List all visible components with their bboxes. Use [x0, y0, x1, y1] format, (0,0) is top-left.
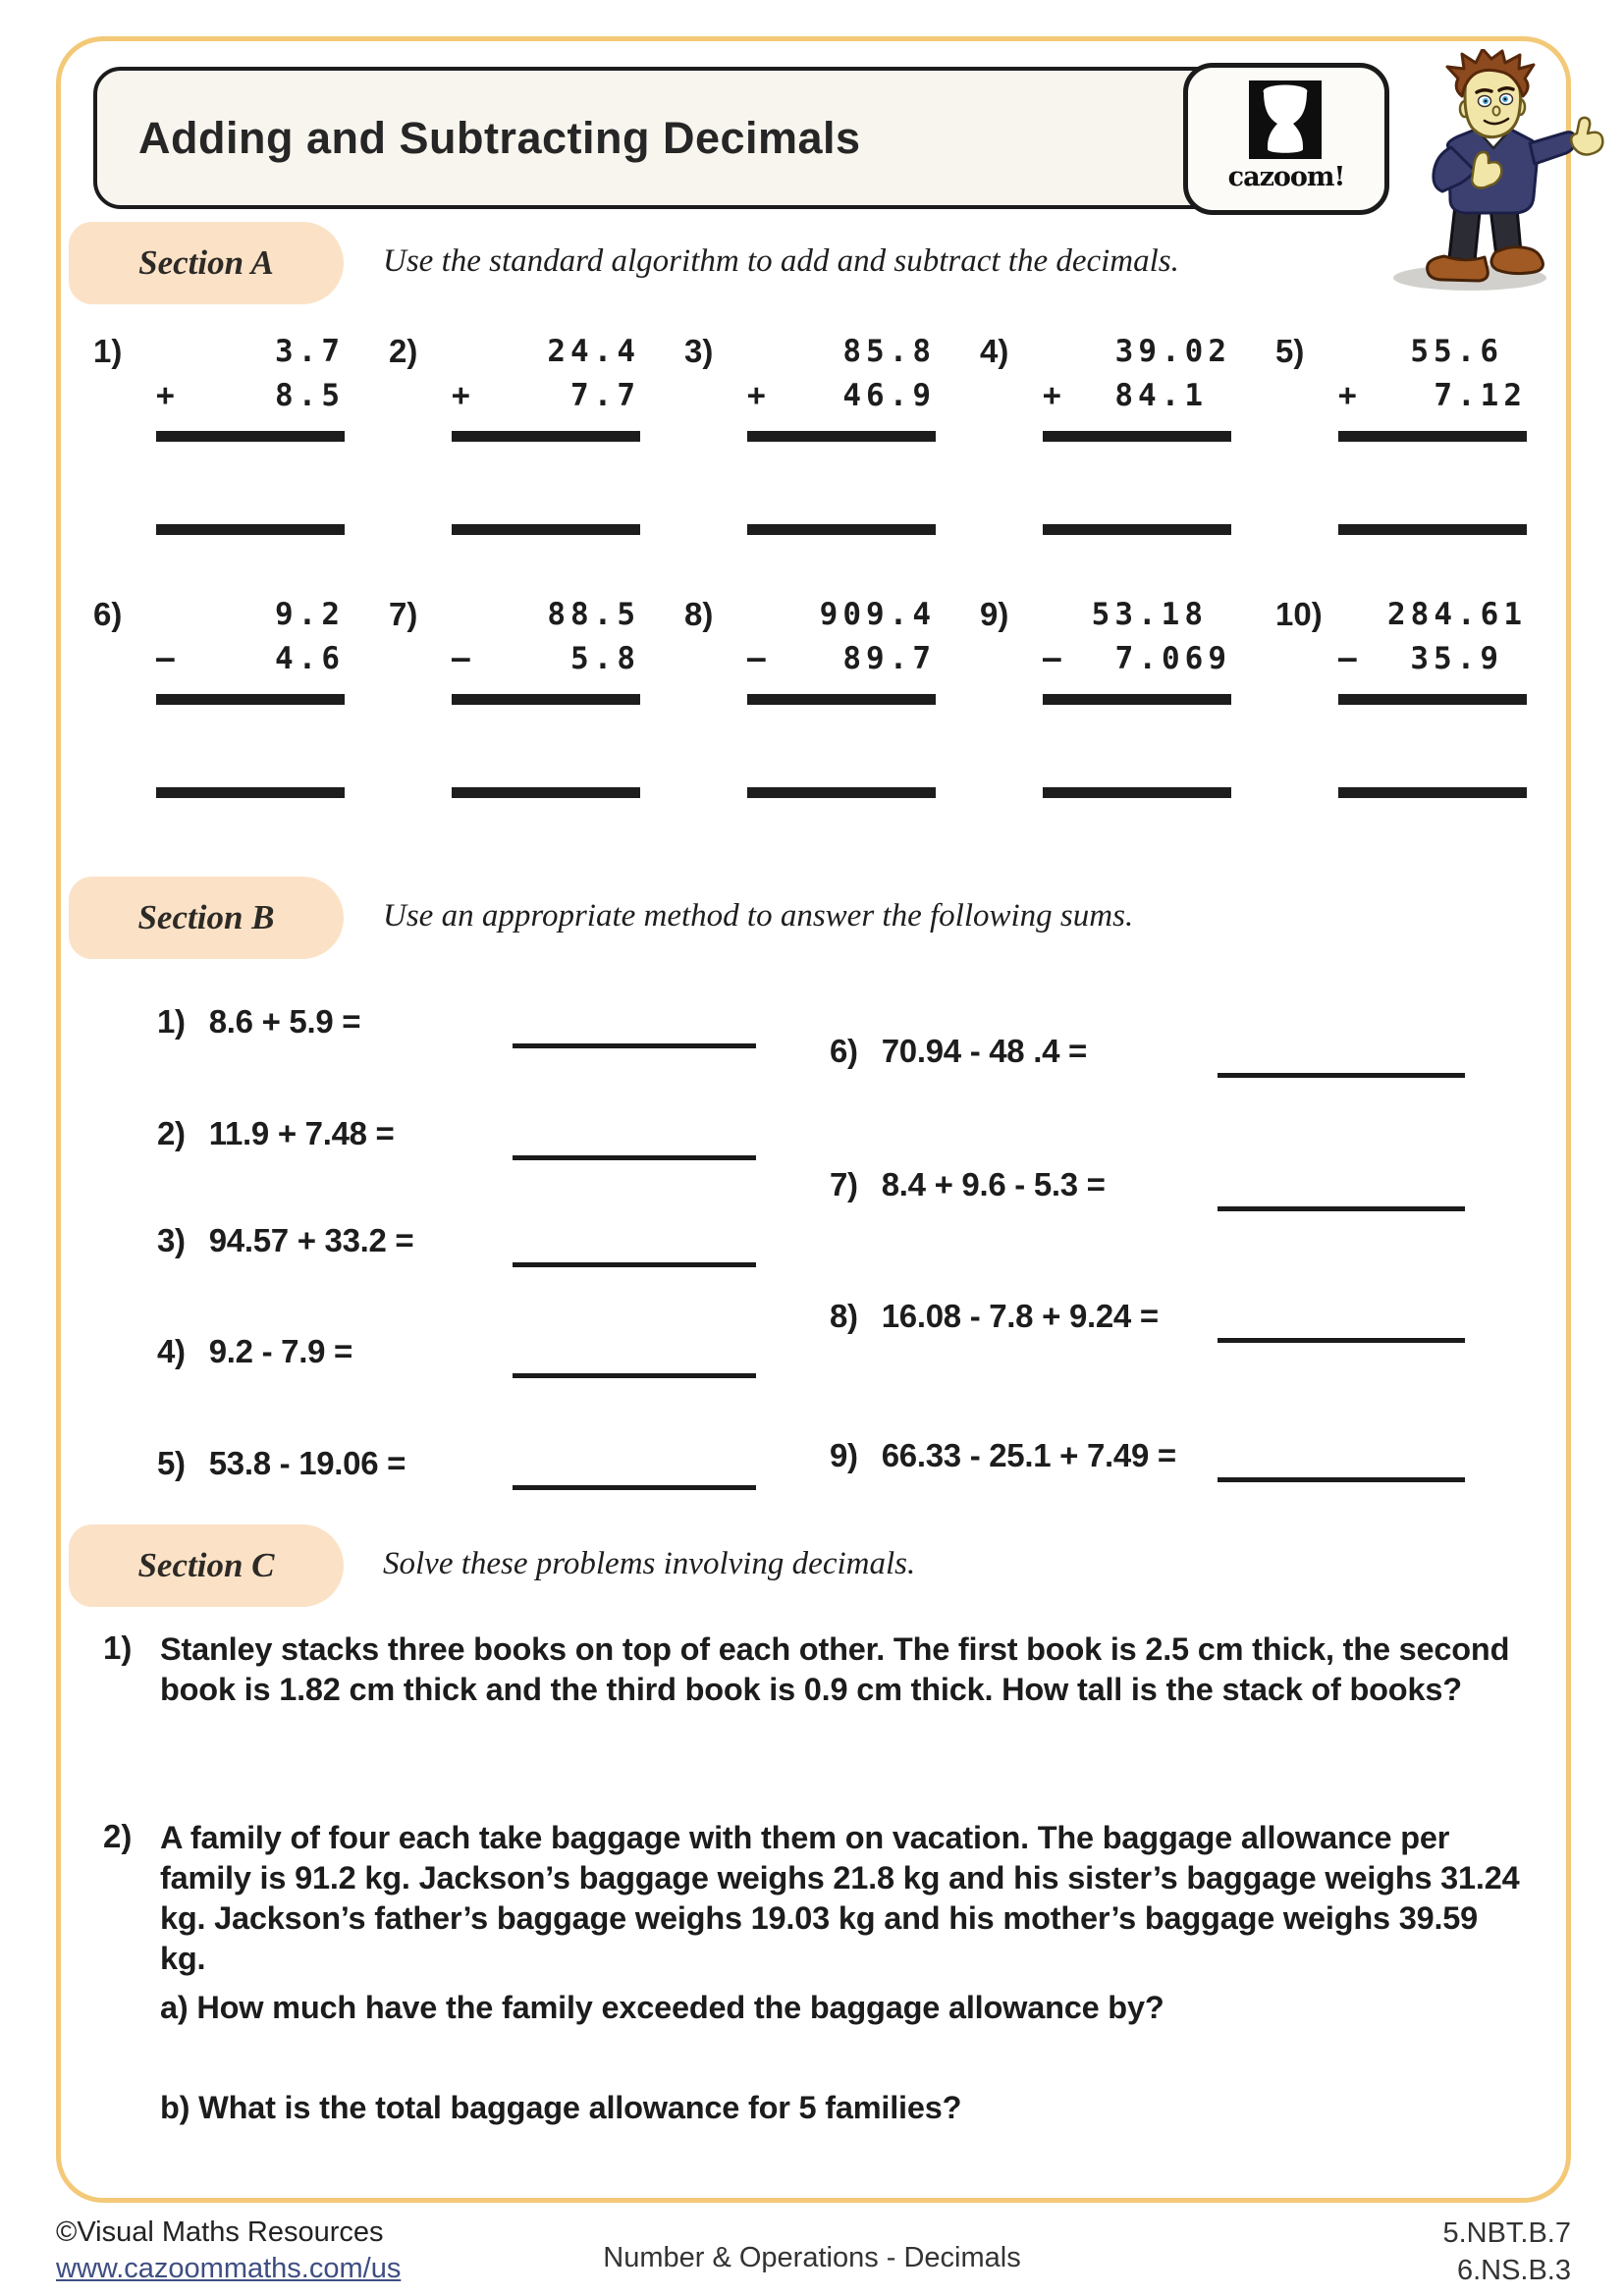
expression: 8.4 + 9.6 - 5.3 =	[881, 1166, 1106, 1202]
item-number: 2)	[157, 1115, 186, 1151]
operand-bottom: 7.12	[1434, 378, 1527, 413]
word-problem-1-text: Stanley stacks three books on top of each other. The first book is 2.5 cm thick, the second book is 1.82 cm thick and the third book is 0.9 cm thick. How tall is the stack of books?	[160, 1631, 1510, 1707]
operand-bottom: 84.1	[1114, 378, 1208, 413]
operator: –	[452, 641, 470, 676]
sum-item-2	[157, 1115, 395, 1152]
column-problem-3	[684, 330, 936, 535]
item-number: 8)	[830, 1298, 858, 1334]
section-a-row-2	[93, 593, 1527, 798]
section-b-label: Section B	[137, 898, 275, 936]
word-problem-2	[160, 1818, 1527, 2128]
sum-item-4	[157, 1333, 352, 1370]
answer-line[interactable]	[513, 1262, 756, 1267]
sum-item-8	[830, 1298, 1159, 1335]
operator: +	[156, 378, 175, 413]
operand-top: 24.4	[547, 334, 640, 369]
item-number: 6)	[830, 1033, 858, 1069]
cazoom-drum-icon	[1248, 80, 1325, 164]
operator: –	[156, 641, 175, 676]
answer-line[interactable]	[1338, 787, 1527, 798]
problem-number: 9)	[980, 596, 1009, 632]
word-problem-2-part-a: a) How much have the family exceeded the baggage allowance by?	[160, 1990, 1164, 2025]
operand-top: 88.5	[547, 597, 640, 632]
problem-number: 3)	[684, 333, 714, 369]
answer-line[interactable]	[156, 787, 345, 798]
operand-top: 39.02	[1114, 334, 1231, 369]
column-problem-8	[684, 593, 936, 798]
word-problem-2-part-b: b) What is the total baggage allowance for 5 families?	[160, 2090, 962, 2125]
operator: +	[452, 378, 470, 413]
operand-top: 85.8	[842, 334, 936, 369]
operator: –	[747, 641, 766, 676]
sum-item-9	[830, 1437, 1176, 1474]
section-a-instruction: Use the standard algorithm to add and subtract the decimals.	[383, 243, 1179, 279]
cazoom-logo	[1183, 63, 1389, 215]
sum-line	[156, 431, 345, 442]
answer-line[interactable]	[452, 524, 640, 535]
answer-line[interactable]	[1218, 1477, 1465, 1482]
problem-number: 5)	[1275, 333, 1305, 369]
item-number: 4)	[157, 1333, 186, 1369]
expression: 16.08 - 7.8 + 9.24 =	[881, 1298, 1159, 1334]
expression: 66.33 - 25.1 + 7.49 =	[881, 1437, 1176, 1473]
expression: 8.6 + 5.9 =	[208, 1003, 361, 1040]
section-a-row-1	[93, 330, 1527, 535]
word-problem-1-number: 1)	[103, 1629, 133, 1666]
operand-top: 3.7	[275, 334, 345, 369]
website-link[interactable]: www.cazoommaths.com/us	[56, 2253, 402, 2284]
operator: –	[1043, 641, 1061, 676]
operand-bottom: 5.8	[570, 641, 640, 676]
item-number: 9)	[830, 1437, 858, 1473]
section-b-badge	[69, 877, 344, 959]
section-a-label: Section A	[138, 243, 274, 282]
problem-number: 1)	[93, 333, 123, 369]
footer-standards	[1442, 2215, 1571, 2289]
sum-item-7	[830, 1166, 1106, 1203]
operand-top: 909.4	[819, 597, 936, 632]
sum-line	[452, 694, 640, 705]
expression: 70.94 - 48 .4 =	[881, 1033, 1087, 1069]
answer-line[interactable]	[747, 787, 936, 798]
column-problem-9	[980, 593, 1231, 798]
column-problem-5	[1275, 330, 1527, 535]
standard-code-1: 5.NBT.B.7	[1442, 2217, 1571, 2249]
expression: 11.9 + 7.48 =	[208, 1115, 395, 1151]
sum-item-6	[830, 1033, 1087, 1070]
sum-line	[1043, 694, 1231, 705]
word-problem-2-text: A family of four each take baggage with them on vacation. The baggage allowance per family is 91.2 kg. Jackson’s baggage weighs 21.8 kg and his sister’s baggage weighs 31.24 kg. Jackson’s father’s baggage weighs 19.03 kg and his mother’s baggage weighs 39.59 kg.	[160, 1820, 1520, 1976]
sum-line	[747, 431, 936, 442]
problem-number: 4)	[980, 333, 1009, 369]
column-problem-1	[93, 330, 345, 535]
answer-line[interactable]	[513, 1043, 756, 1048]
operand-bottom: 89.7	[842, 641, 936, 676]
operator: –	[1338, 641, 1357, 676]
problem-number: 7)	[389, 596, 418, 632]
operand-top: 284.61	[1387, 597, 1527, 632]
problem-number: 10)	[1275, 596, 1323, 632]
copyright-text: ©Visual Maths Resources	[56, 2216, 384, 2248]
item-number: 1)	[157, 1003, 186, 1040]
section-b-instruction: Use an appropriate method to answer the following sums.	[383, 898, 1134, 934]
operand-bottom: 7.069	[1114, 641, 1231, 676]
answer-line[interactable]	[1218, 1073, 1465, 1078]
operand-bottom: 35.9	[1410, 641, 1503, 676]
operand-bottom: 8.5	[275, 378, 345, 413]
mascot-character	[1380, 49, 1615, 294]
column-problem-2	[389, 330, 640, 535]
answer-line[interactable]	[747, 524, 936, 535]
item-number: 3)	[157, 1222, 186, 1258]
sum-line	[1338, 694, 1527, 705]
sum-item-5	[157, 1445, 406, 1482]
column-problem-4	[980, 330, 1231, 535]
sum-line	[452, 431, 640, 442]
section-c-label: Section C	[137, 1546, 275, 1584]
section-c-instruction: Solve these problems involving decimals.	[383, 1546, 916, 1581]
operand-top: 55.6	[1410, 334, 1503, 369]
item-number: 7)	[830, 1166, 858, 1202]
operator: +	[1043, 378, 1061, 413]
column-problem-7	[389, 593, 640, 798]
operand-bottom: 4.6	[275, 641, 345, 676]
standard-code-2: 6.NS.B.3	[1456, 2255, 1571, 2286]
section-c-badge	[69, 1524, 344, 1607]
sum-item-3	[157, 1222, 413, 1259]
word-problem-2-number: 2)	[103, 1818, 133, 1854]
operator: +	[747, 378, 766, 413]
item-number: 5)	[157, 1445, 186, 1481]
answer-line[interactable]	[513, 1373, 756, 1378]
answer-line[interactable]	[1218, 1206, 1465, 1211]
sum-item-1	[157, 1003, 360, 1041]
answer-line[interactable]	[513, 1155, 756, 1160]
cazoom-logo-text: cazoom!	[1227, 162, 1345, 192]
operand-top: 53.18	[1091, 597, 1208, 632]
answer-line[interactable]	[513, 1485, 756, 1490]
page-title: Adding and Subtracting Decimals	[138, 112, 861, 163]
problem-number: 8)	[684, 596, 714, 632]
footer-topic: Number & Operations - Decimals	[603, 2242, 1021, 2273]
sum-line	[1338, 431, 1527, 442]
problem-number: 2)	[389, 333, 418, 369]
section-a-badge	[69, 222, 344, 304]
word-problem-1	[160, 1629, 1527, 1710]
answer-line[interactable]	[1338, 524, 1527, 535]
column-problem-10	[1275, 593, 1527, 798]
answer-line[interactable]	[156, 524, 345, 535]
expression: 94.57 + 33.2 =	[208, 1222, 414, 1258]
expression: 9.2 - 7.9 =	[208, 1333, 352, 1369]
operand-bottom: 46.9	[842, 378, 936, 413]
answer-line[interactable]	[1043, 524, 1231, 535]
problem-number: 6)	[93, 596, 123, 632]
sum-line	[747, 694, 936, 705]
answer-line[interactable]	[1043, 787, 1231, 798]
expression: 53.8 - 19.06 =	[208, 1445, 406, 1481]
answer-line[interactable]	[1218, 1338, 1465, 1343]
sum-line	[156, 694, 345, 705]
operand-top: 9.2	[275, 597, 345, 632]
operator: +	[1338, 378, 1357, 413]
sum-line	[1043, 431, 1231, 442]
column-problem-6	[93, 593, 345, 798]
answer-line[interactable]	[452, 787, 640, 798]
operand-bottom: 7.7	[570, 378, 640, 413]
